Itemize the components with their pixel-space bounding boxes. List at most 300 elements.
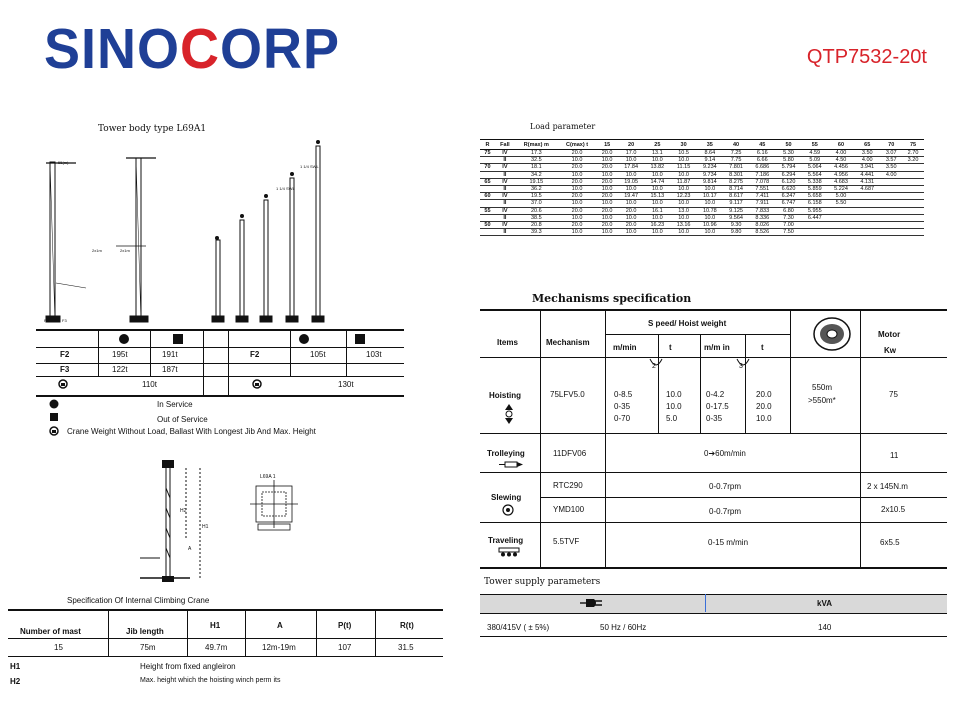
table-cell: 6.447 (802, 214, 828, 221)
table-row (480, 157, 924, 164)
supply-title: Tower supply parameters (484, 577, 601, 587)
table-cell: 16.23 (644, 221, 670, 228)
radius-cell: 60 (480, 193, 495, 200)
table-cell: 20.0 (558, 207, 596, 214)
table-cell: 7.801 (723, 164, 749, 171)
table-cell: 17.84 (618, 164, 644, 171)
hoist-load: 10.0 (666, 402, 682, 411)
table-cell: 20.0 (596, 178, 618, 185)
table-cell: 19.05 (618, 178, 644, 185)
table-cell (880, 214, 902, 221)
table-cell: 5.658 (802, 193, 828, 200)
table-cell: 10.0 (644, 185, 670, 192)
col-header: Jib length (126, 627, 164, 636)
table-cell: 10.0 (618, 200, 644, 207)
slewing-mechanism: YMD100 (553, 505, 585, 514)
col-header: m/m in (704, 343, 730, 352)
table-cell: 10.0 (670, 200, 696, 207)
table-cell: 8.64 (697, 150, 723, 157)
table-cell (854, 214, 880, 221)
rope-drum-icon (810, 314, 856, 354)
table-cell: 8.275 (723, 178, 749, 185)
table-cell (880, 229, 902, 236)
table-cell: 9.14 (697, 157, 723, 164)
table-cell: 31.5 (398, 643, 414, 652)
table-row (480, 171, 924, 178)
table-cell: 17.0 (618, 150, 644, 157)
fall-cell: II (495, 214, 515, 221)
table-cell: 10.0 (618, 171, 644, 178)
table-cell: 16.1 (644, 207, 670, 214)
table-row (480, 150, 924, 157)
table-cell: 9.234 (697, 164, 723, 171)
radius-cell: 65 (480, 178, 495, 185)
hoist-load: 10.0 (666, 390, 682, 399)
climbing-caption: Specification Of Internal Climbing Crane (67, 596, 210, 605)
radius-cell: 70 (480, 164, 495, 171)
table-cell: 15 (54, 643, 63, 652)
table-cell: 20.0 (596, 164, 618, 171)
table-cell: 7.75 (723, 157, 749, 164)
table-cell: 10.0 (558, 171, 596, 178)
table-cell: 10.0 (670, 185, 696, 192)
table-cell: 10.0 (644, 171, 670, 178)
table-cell: 9.734 (697, 171, 723, 178)
radius-cell (480, 171, 495, 178)
table-cell: 7.25 (723, 150, 749, 157)
table-cell: 39.3 (515, 229, 558, 236)
radius-cell (480, 214, 495, 221)
table-cell: 7.411 (749, 193, 775, 200)
table-row (480, 164, 924, 171)
table-cell: 10.0 (644, 229, 670, 236)
col-header: t (669, 343, 672, 352)
mechanisms-title: Mechanisms specification (532, 292, 692, 305)
climbing-panel-label: L69A 1 (260, 474, 276, 480)
table-cell: 187t (162, 365, 178, 374)
fall-cell: IV (495, 178, 515, 185)
table-cell: 34.2 (515, 171, 558, 178)
col-cmax: C(max) t (558, 140, 596, 150)
table-cell: 5.955 (802, 207, 828, 214)
col-radius: 40 (723, 140, 749, 150)
table-cell (902, 178, 924, 185)
col-radius: 45 (749, 140, 775, 150)
speed-marker: 2 (652, 363, 656, 370)
slewing-speed: 0-0.7rpm (709, 507, 742, 516)
table-cell: 4.956 (828, 171, 854, 178)
row-label: F2 (250, 350, 260, 359)
table-cell: 10.0 (618, 214, 644, 221)
hoist-speed: 0-35 (706, 414, 723, 423)
table-cell: 19.47 (618, 193, 644, 200)
fall-cell: IV (495, 207, 515, 214)
table-cell: 10.0 (558, 229, 596, 236)
fall-cell: II (495, 171, 515, 178)
table-cell: 6.66 (749, 157, 775, 164)
table-cell: 8.301 (723, 171, 749, 178)
table-cell: 10.0 (670, 229, 696, 236)
table-cell: 18.1 (515, 164, 558, 171)
table-cell: 10.78 (697, 207, 723, 214)
climbing-plan-drawing (246, 470, 306, 536)
rope-length: 550m (812, 383, 833, 392)
internal-climbing-drawing (120, 458, 220, 593)
radius-cell (480, 185, 495, 192)
table-cell: 10.0 (596, 171, 618, 178)
hoist-speed: 0-17.5 (706, 402, 729, 411)
table-cell (854, 200, 880, 207)
table-cell: 10.0 (697, 185, 723, 192)
trolleying-motor: 11 (890, 451, 899, 460)
table-cell: 11.15 (670, 164, 696, 171)
tower-body-title: Tower body type L69A1 (98, 124, 207, 134)
trolley-icon (499, 460, 523, 469)
hoist-load: 5.0 (666, 414, 678, 423)
table-cell: 5.859 (802, 185, 828, 192)
table-cell (828, 207, 854, 214)
load-parameter-title: Load parameter (530, 122, 596, 131)
table-cell: 10.96 (697, 221, 723, 228)
table-cell (802, 229, 828, 236)
table-cell: 37.0 (515, 200, 558, 207)
table-cell: 32.5 (515, 157, 558, 164)
fall-cell: IV (495, 150, 515, 157)
radius-cell (480, 157, 495, 164)
slewing-icon (500, 503, 516, 517)
table-cell: 10.0 (558, 200, 596, 207)
table-cell: 5.30 (775, 150, 801, 157)
table-cell (828, 229, 854, 236)
table-cell: 4.00 (880, 171, 902, 178)
table-cell (854, 193, 880, 200)
hoist-load: 20.0 (756, 390, 772, 399)
table-cell: 5.794 (775, 164, 801, 171)
table-cell: 105t (310, 350, 326, 359)
note-text: Height from fixed angleiron (140, 662, 236, 671)
in-service-icon (297, 333, 311, 345)
table-cell: 13.16 (670, 221, 696, 228)
col-fall: Fall (495, 140, 515, 150)
table-cell: 4.456 (828, 164, 854, 171)
table-cell: 8.617 (723, 193, 749, 200)
table-cell (902, 200, 924, 207)
table-cell: 10.0 (618, 157, 644, 164)
col-radius: 20 (618, 140, 644, 150)
hoist-speed: 0-70 (614, 414, 631, 423)
fall-cell: II (495, 185, 515, 192)
col-radius: 25 (644, 140, 670, 150)
table-cell: 3.50 (854, 150, 880, 157)
col-header: Motor (878, 330, 901, 339)
table-cell (902, 185, 924, 192)
table-cell: 49.7m (205, 643, 228, 652)
radius-cell: 55 (480, 207, 495, 214)
table-cell: 6.80 (775, 207, 801, 214)
load-parameter-table (480, 139, 924, 236)
jib-label-1: 2x1m (92, 248, 102, 253)
col-header: m/min (613, 343, 637, 352)
table-cell: 10.0 (697, 229, 723, 236)
col-radius: 15 (596, 140, 618, 150)
hook-icon (648, 357, 664, 371)
col-radius: 55 (802, 140, 828, 150)
jib-label-2: 2x1m (120, 248, 130, 253)
table-cell: 9.125 (723, 207, 749, 214)
table-cell: 5.338 (802, 178, 828, 185)
table-cell: 5.09 (802, 157, 828, 164)
table-cell (880, 193, 902, 200)
col-radius: 30 (670, 140, 696, 150)
speed-marker: 3 (739, 363, 743, 370)
fall-cell: IV (495, 164, 515, 171)
crane-weight-icon (49, 426, 59, 436)
traveling-motor: 6x5.5 (880, 538, 900, 547)
table-cell: 4.59 (802, 150, 828, 157)
radius-cell: 75 (480, 150, 495, 157)
table-cell: 10.0 (697, 200, 723, 207)
in-service-icon (117, 333, 131, 345)
table-cell: 9.80 (723, 229, 749, 236)
slewing-speed: 0-0.7rpm (709, 482, 742, 491)
fall-cell: II (495, 157, 515, 164)
table-cell: 195t (112, 350, 128, 359)
table-cell (828, 221, 854, 228)
table-cell: 8.526 (749, 229, 775, 236)
radius-cell (480, 229, 495, 236)
table-cell: 5.00 (828, 193, 854, 200)
table-cell: 8.714 (723, 185, 749, 192)
table-cell: 10.0 (618, 185, 644, 192)
table-cell: 7.833 (749, 207, 775, 214)
col-header: A (277, 621, 283, 630)
crane-weight-icon (58, 379, 68, 389)
table-cell: 13.1 (644, 150, 670, 157)
table-cell: 10.0 (644, 200, 670, 207)
table-cell: 3.57 (880, 157, 902, 164)
table-cell: 7.30 (775, 214, 801, 221)
trolleying-label: Trolleying (487, 449, 525, 458)
col-header: Kw (884, 346, 896, 355)
row-label: F2 (60, 350, 70, 359)
table-cell: 10.5 (670, 150, 696, 157)
table-cell: 20.0 (558, 178, 596, 185)
hoist-load: 20.0 (756, 402, 772, 411)
table-cell: 4.00 (828, 150, 854, 157)
table-cell: 19.5 (515, 193, 558, 200)
table-cell: 9.117 (723, 200, 749, 207)
dim-h2: H2 (180, 508, 187, 514)
table-cell: 10.0 (670, 171, 696, 178)
col-radius: 35 (697, 140, 723, 150)
fall-cell: IV (495, 193, 515, 200)
table-cell: 10.0 (596, 157, 618, 164)
table-cell: 20.0 (558, 193, 596, 200)
table-cell: 8.026 (749, 221, 775, 228)
base-label-f2: F2 (44, 318, 49, 323)
table-cell: 20.0 (558, 221, 596, 228)
col-header: Number of mast (20, 627, 81, 636)
hoisting-motor: 75 (889, 390, 898, 399)
radius-cell: 50 (480, 221, 495, 228)
legend-out-service: Out of Service (157, 415, 208, 424)
table-cell: 10.0 (596, 185, 618, 192)
table-cell: 7.50 (775, 229, 801, 236)
hoist-speed: 0-35 (614, 402, 631, 411)
table-cell: 20.0 (596, 221, 618, 228)
table-cell: 10.0 (697, 214, 723, 221)
table-cell: 6.686 (749, 164, 775, 171)
table-cell: 6.294 (775, 171, 801, 178)
table-cell: 6.16 (749, 150, 775, 157)
slewing-mechanism: RTC290 (553, 481, 583, 490)
base-label-f3: F3 (62, 318, 67, 323)
hoisting-label: Hoisting (489, 391, 521, 400)
table-cell: 14.74 (644, 178, 670, 185)
supply-frequency: 50 Hz / 60Hz (600, 623, 647, 632)
col-header: H1 (210, 621, 221, 630)
crane-weight-icon (252, 379, 262, 389)
traveling-speed: 0-15 m/min (708, 538, 749, 547)
col-header: S peed/ Hoist weight (648, 319, 727, 328)
col-header: Items (497, 338, 518, 347)
table-cell: 4.50 (828, 157, 854, 164)
table-cell (854, 221, 880, 228)
dim-h1: H1 (202, 524, 209, 530)
col-header: P(t) (338, 621, 352, 630)
crane-weight: 110t (142, 380, 157, 389)
table-cell: 4.687 (854, 185, 880, 192)
table-cell: 107 (338, 643, 352, 652)
table-cell: 20.0 (618, 221, 644, 228)
hook-icon (735, 357, 751, 371)
table-cell: 10.0 (558, 214, 596, 221)
col-r: R (480, 140, 495, 150)
table-row (480, 178, 924, 185)
tower-elevation-drawings (36, 128, 346, 328)
table-cell: 38.5 (515, 214, 558, 221)
col-radius: 75 (902, 140, 924, 150)
table-cell: 10.0 (618, 229, 644, 236)
slewing-label: Slewing (491, 493, 522, 502)
table-cell: 8.336 (749, 214, 775, 221)
col-radius: 50 (775, 140, 801, 150)
table-cell: 103t (366, 350, 382, 359)
table-cell (902, 229, 924, 236)
table-row (480, 185, 924, 192)
radius-cell (480, 200, 495, 207)
supply-voltage: 380/415V ( ± 5%) (487, 623, 550, 632)
table-cell: 20.0 (558, 150, 596, 157)
table-cell (902, 171, 924, 178)
out-service-icon (49, 412, 59, 422)
table-row (480, 193, 924, 200)
hoisting-mechanism: 75LFV5.0 (550, 390, 585, 399)
table-cell: 5.564 (802, 171, 828, 178)
table-cell: 10.0 (670, 214, 696, 221)
legend-in-service: In Service (157, 400, 193, 409)
table-cell: 10.0 (596, 214, 618, 221)
note-text: Max. height which the hoisting winch perm its (140, 677, 281, 684)
table-cell: 4.00 (854, 157, 880, 164)
col-radius: 60 (828, 140, 854, 150)
table-cell (902, 164, 924, 171)
ballast-label-2: 1 1/4 SWL (300, 164, 319, 169)
table-cell: 6.620 (775, 185, 801, 192)
fall-cell: II (495, 200, 515, 207)
table-cell: 5.224 (828, 185, 854, 192)
in-service-icon (48, 398, 60, 410)
table-cell: 4.131 (854, 178, 880, 185)
table-cell: 12m-19m (262, 643, 296, 652)
table-cell: 7.911 (749, 200, 775, 207)
trolleying-mechanism: 11DFV06 (553, 449, 587, 458)
out-service-icon (354, 333, 366, 345)
table-cell: 13.0 (670, 207, 696, 214)
table-cell: 20.0 (558, 164, 596, 171)
rope-length: >550m* (808, 396, 836, 405)
table-row (480, 221, 924, 228)
table-cell (902, 214, 924, 221)
table-cell: 5.50 (828, 200, 854, 207)
table-cell: 3.07 (880, 150, 902, 157)
col-header: Mechanism (546, 338, 590, 347)
table-cell: 10.0 (670, 157, 696, 164)
hoist-arrows-icon (502, 403, 516, 425)
table-cell (854, 207, 880, 214)
table-cell: 5.80 (775, 157, 801, 164)
supply-header-row (480, 594, 947, 614)
table-cell (880, 200, 902, 207)
col-rmax: R(max) m (515, 140, 558, 150)
table-row (480, 207, 924, 214)
table-cell: 19.15 (515, 178, 558, 185)
table-cell: 10.0 (644, 214, 670, 221)
table-cell (880, 178, 902, 185)
table-cell: 3.50 (880, 164, 902, 171)
height-label: 55(m) (58, 160, 69, 165)
slewing-motor: 2 x 145N.m (867, 482, 908, 491)
table-cell: 10.0 (596, 200, 618, 207)
table-cell (854, 229, 880, 236)
table-cell: 11.87 (670, 178, 696, 185)
fall-cell: IV (495, 221, 515, 228)
table-row (480, 229, 924, 236)
table-cell: 3.20 (902, 157, 924, 164)
fall-cell: II (495, 229, 515, 236)
table-cell: 15.13 (644, 193, 670, 200)
table-cell: 191t (162, 350, 178, 359)
table-cell: 4.441 (854, 171, 880, 178)
table-cell: 36.2 (515, 185, 558, 192)
out-service-icon (172, 333, 184, 345)
table-cell: 9.814 (697, 178, 723, 185)
table-row (480, 200, 924, 207)
table-cell: 6.120 (775, 178, 801, 185)
sinocorp-logo: SINOCORP (44, 17, 341, 81)
table-cell: 10.17 (697, 193, 723, 200)
kva-header: kVA (817, 599, 832, 608)
table-cell: 17.3 (515, 150, 558, 157)
table-cell (902, 193, 924, 200)
table-cell: 3.941 (854, 164, 880, 171)
supply-kva: 140 (818, 623, 832, 632)
table-cell (880, 185, 902, 192)
col-radius: 70 (880, 140, 902, 150)
table-cell: 13.82 (644, 164, 670, 171)
table-cell: 10.0 (644, 157, 670, 164)
table-cell: 20.8 (515, 221, 558, 228)
